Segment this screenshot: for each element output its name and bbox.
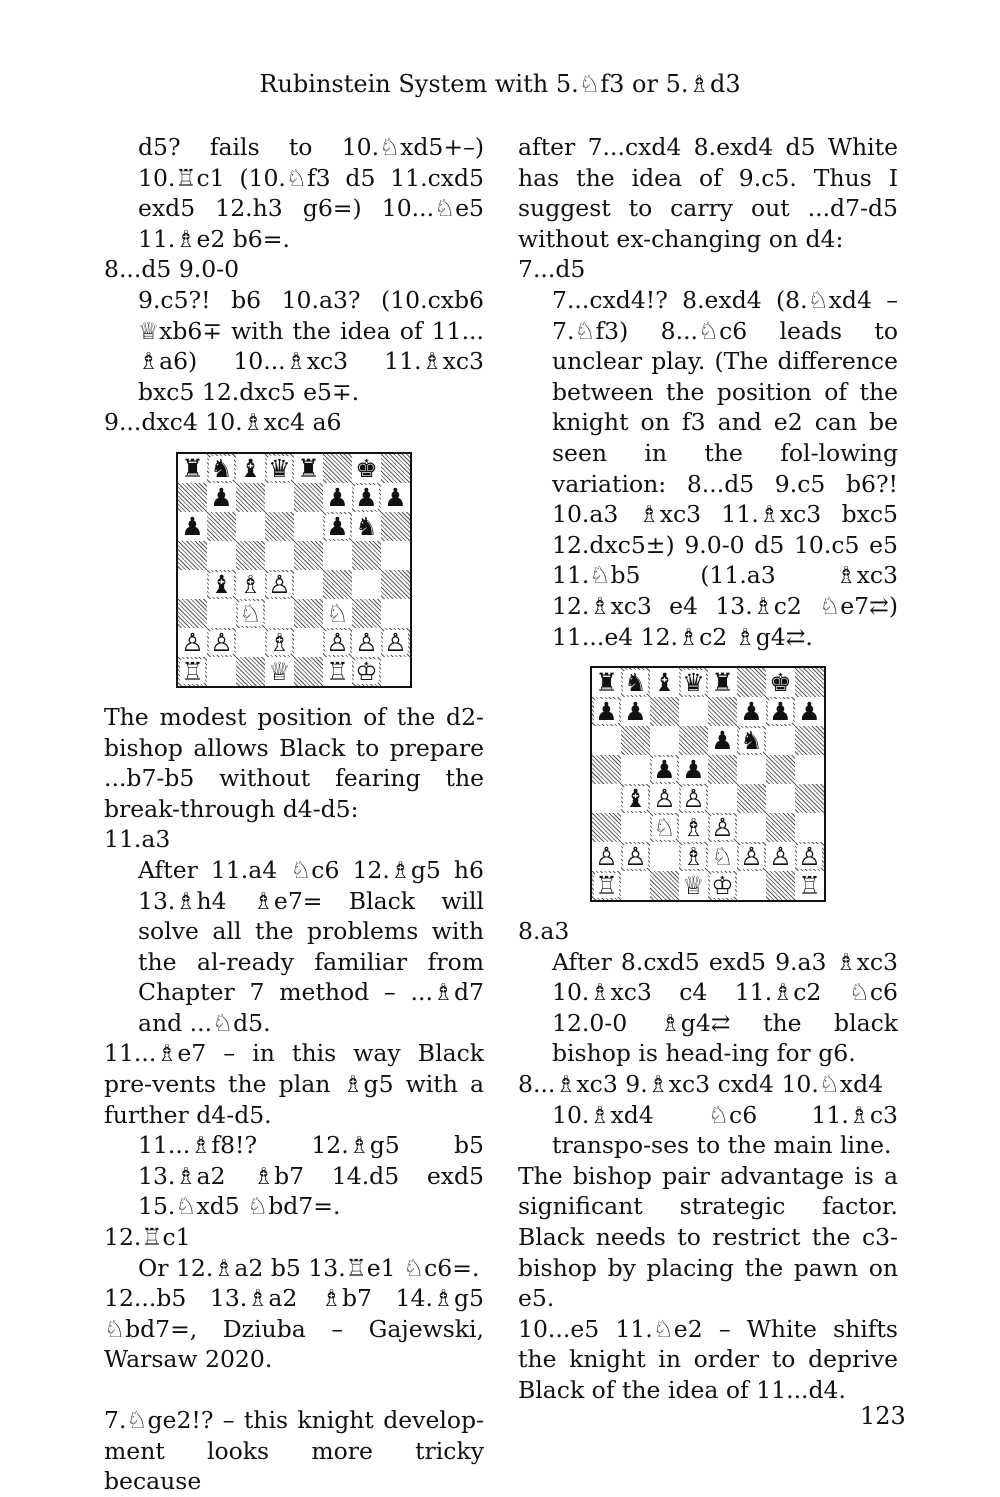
- chess-piece: ♟: [624, 697, 647, 727]
- board-square: [236, 454, 265, 483]
- board-square: [795, 842, 824, 871]
- board-square: [381, 599, 410, 628]
- chess-piece: ♙: [769, 842, 792, 872]
- board-square: [381, 628, 410, 657]
- board-square: [592, 755, 621, 784]
- board-square: [766, 842, 795, 871]
- move-paragraph: 8...♗xc3 9.♗xc3 cxd4 10.♘xd4: [518, 1070, 884, 1099]
- variation-paragraph: 9.c5?! b6 10.a3? (10.cxb6 ♕xb6∓ with the idea of 11... ♗a6) 10...♗xc3 11.♗xc3 bxc5 12.dxc5 e5∓.: [138, 285, 484, 406]
- chess-piece: ♚: [769, 668, 792, 698]
- board-square: [294, 512, 323, 541]
- board-square: [352, 483, 381, 512]
- board-square: [265, 570, 294, 599]
- board-square: [766, 668, 795, 697]
- board-square: [737, 697, 766, 726]
- board-square: [737, 813, 766, 842]
- chess-piece: ♟: [326, 511, 349, 541]
- chess-piece: ♔: [711, 871, 734, 901]
- board-square: [621, 842, 650, 871]
- board-square: [265, 657, 294, 686]
- board-square: [352, 570, 381, 599]
- chess-piece: ♝: [653, 668, 676, 698]
- board-square: [621, 726, 650, 755]
- board-square: [795, 668, 824, 697]
- board-square: [795, 813, 824, 842]
- board-square: [352, 599, 381, 628]
- board-square: [679, 726, 708, 755]
- board-square: [294, 628, 323, 657]
- variation-paragraph: d5? fails to 10.♘xd5+–) 10.♖c1 (10.♘f3 d5 11.cxd5 exd5 12.h3 g6=) 10...♘e5 11.♗e2 b6=.: [138, 133, 484, 253]
- board-square: [650, 842, 679, 871]
- board-square: [592, 842, 621, 871]
- board-square: [650, 697, 679, 726]
- board-square: [265, 541, 294, 570]
- board-square: [679, 755, 708, 784]
- chess-piece: ♖: [326, 656, 349, 686]
- board-square: [294, 570, 323, 599]
- board-square: [592, 668, 621, 697]
- board-square: [294, 454, 323, 483]
- move-paragraph: 10...e5 11.♘e2 – White shifts the knight in order to deprive Black of the idea of 11...d4.: [518, 1314, 898, 1404]
- board-square: [178, 483, 207, 512]
- chess-piece: ♝: [624, 784, 647, 814]
- chess-piece: ♙: [181, 627, 204, 657]
- board-square: [650, 871, 679, 900]
- board-square: [352, 657, 381, 686]
- chess-piece: ♙: [624, 842, 647, 872]
- chess-piece: ♘: [653, 813, 676, 843]
- board-square: [679, 697, 708, 726]
- board-square: [737, 784, 766, 813]
- chess-piece: ♗: [682, 842, 705, 872]
- board-square: [236, 512, 265, 541]
- board-square: [381, 483, 410, 512]
- chess-piece: ♟: [653, 755, 676, 785]
- board-square: [650, 784, 679, 813]
- board-square: [265, 628, 294, 657]
- chess-piece: ♛: [268, 453, 291, 483]
- chess-piece: ♙: [384, 627, 407, 657]
- board-square: [621, 871, 650, 900]
- chess-piece: ♙: [268, 569, 291, 599]
- chess-board: [176, 452, 412, 688]
- board-square: [650, 726, 679, 755]
- board-square: [592, 813, 621, 842]
- board-square: [708, 784, 737, 813]
- board-square: [352, 512, 381, 541]
- board-square: [178, 599, 207, 628]
- chess-piece: ♕: [682, 871, 705, 901]
- chess-piece: ♝: [210, 569, 233, 599]
- chess-piece: ♟: [384, 482, 407, 512]
- chess-piece: ♜: [711, 668, 734, 698]
- board-square: [737, 755, 766, 784]
- chess-piece: ♞: [624, 668, 647, 698]
- move-paragraph: 12.♖c1: [104, 1223, 191, 1252]
- board-square: [236, 541, 265, 570]
- variation-paragraph: After 11.a4 ♘c6 12.♗g5 h6 13.♗h4 ♗e7= Black will solve all the problems with the al-ready familiar from Chapter 7 method – ...♗d7 and ...♘d5.: [138, 855, 484, 1037]
- board-square: [795, 784, 824, 813]
- chess-piece: ♖: [798, 871, 821, 901]
- move-paragraph: 7...d5: [518, 255, 586, 284]
- board-square: [679, 813, 708, 842]
- chess-piece: ♝: [239, 453, 262, 483]
- chess-piece: ♟: [740, 697, 763, 727]
- chess-piece: ♘: [326, 598, 349, 628]
- chess-piece: ♟: [711, 726, 734, 756]
- board-square: [381, 512, 410, 541]
- board-square: [236, 599, 265, 628]
- board-square: [708, 871, 737, 900]
- chess-piece: ♗: [239, 569, 262, 599]
- board-square: [236, 628, 265, 657]
- paragraph-spacer: [104, 1375, 484, 1405]
- board-square: [708, 726, 737, 755]
- board-square: [178, 657, 207, 686]
- chess-piece: ♜: [297, 453, 320, 483]
- board-square: [352, 454, 381, 483]
- chess-piece: ♕: [268, 656, 291, 686]
- board-square: [236, 657, 265, 686]
- board-square: [621, 784, 650, 813]
- page-number: 123: [860, 1402, 906, 1430]
- board-square: [178, 628, 207, 657]
- board-square: [795, 871, 824, 900]
- board-square: [766, 871, 795, 900]
- board-square: [708, 813, 737, 842]
- board-square: [381, 541, 410, 570]
- chess-piece: ♔: [355, 656, 378, 686]
- move-paragraph: 8.a3: [518, 917, 570, 946]
- chess-piece: ♜: [595, 668, 618, 698]
- board-square: [737, 668, 766, 697]
- board-square: [236, 570, 265, 599]
- board-square: [207, 628, 236, 657]
- board-square: [592, 871, 621, 900]
- board-square: [795, 726, 824, 755]
- move-paragraph: 8...d5 9.0-0: [104, 255, 240, 284]
- variation-paragraph: 10.♗xd4 ♘c6 11.♗c3 transpo-ses to the main line.: [552, 1100, 898, 1160]
- chess-piece: ♗: [682, 813, 705, 843]
- chess-board: [590, 666, 826, 902]
- chess-piece: ♞: [355, 511, 378, 541]
- running-header: Rubinstein System with 5.♘f3 or 5.♗d3: [259, 70, 741, 98]
- board-square: [679, 871, 708, 900]
- board-square: [207, 599, 236, 628]
- board-square: [708, 697, 737, 726]
- board-square: [294, 599, 323, 628]
- board-square: [236, 483, 265, 512]
- board-square: [323, 570, 352, 599]
- chess-diagram: [104, 452, 484, 688]
- board-square: [323, 599, 352, 628]
- board-square: [323, 454, 352, 483]
- chess-piece: ♗: [268, 627, 291, 657]
- board-square: [621, 813, 650, 842]
- board-square: [178, 512, 207, 541]
- board-square: [178, 570, 207, 599]
- right-column: [518, 132, 898, 1406]
- board-square: [766, 697, 795, 726]
- board-square: [621, 697, 650, 726]
- chess-piece: ♟: [595, 697, 618, 727]
- move-paragraph: 7.♘ge2!? – this knight develop-ment looks more tricky because: [104, 1406, 484, 1496]
- move-paragraph: 12...b5 13.♗a2 ♗b7 14.♗g5 ♘bd7=, Dziuba – Gajewski, Warsaw 2020.: [104, 1284, 484, 1374]
- board-square: [294, 483, 323, 512]
- board-square: [178, 454, 207, 483]
- board-square: [592, 697, 621, 726]
- move-paragraph: after 7...cxd4 8.exd4 d5 White has the idea of 9.c5. Thus I suggest to carry out ...d7-d5 without ex-changing on d4:: [518, 133, 898, 253]
- chess-piece: ♖: [595, 871, 618, 901]
- move-paragraph: The modest position of the d2-bishop allows Black to prepare ...b7-b5 without fearing the break-through d4-d5:: [104, 702, 484, 823]
- board-square: [679, 842, 708, 871]
- variation-paragraph: 11...♗f8!? 12.♗g5 b5 13.♗a2 ♗b7 14.d5 exd5 15.♘xd5 ♘bd7=.: [138, 1131, 484, 1221]
- board-square: [679, 784, 708, 813]
- board-square: [323, 628, 352, 657]
- board-square: [737, 726, 766, 755]
- move-paragraph: 9...dxc4 10.♗xc4 a6: [104, 408, 342, 437]
- board-square: [621, 755, 650, 784]
- board-square: [381, 657, 410, 686]
- chess-piece: ♙: [355, 627, 378, 657]
- chess-diagram: [518, 666, 898, 902]
- board-square: [708, 755, 737, 784]
- board-square: [352, 628, 381, 657]
- board-square: [323, 657, 352, 686]
- board-square: [650, 813, 679, 842]
- board-square: [294, 657, 323, 686]
- chess-piece: ♚: [355, 453, 378, 483]
- move-paragraph: 11...♗e7 – in this way Black pre-vents the plan ♗g5 with a further d4-d5.: [104, 1039, 484, 1129]
- board-square: [766, 726, 795, 755]
- board-square: [323, 512, 352, 541]
- chess-piece: ♛: [682, 668, 705, 698]
- chess-piece: ♟: [682, 755, 705, 785]
- chess-piece: ♙: [210, 627, 233, 657]
- board-square: [621, 668, 650, 697]
- board-square: [294, 541, 323, 570]
- board-square: [708, 842, 737, 871]
- board-square: [352, 541, 381, 570]
- chess-piece: ♙: [595, 842, 618, 872]
- board-square: [178, 541, 207, 570]
- chess-piece: ♘: [239, 598, 262, 628]
- board-square: [207, 512, 236, 541]
- board-square: [207, 570, 236, 599]
- board-square: [381, 454, 410, 483]
- board-square: [650, 668, 679, 697]
- chess-piece: ♟: [326, 482, 349, 512]
- chess-piece: ♟: [181, 511, 204, 541]
- chess-piece: ♖: [181, 656, 204, 686]
- board-square: [737, 871, 766, 900]
- board-square: [795, 697, 824, 726]
- board-square: [650, 755, 679, 784]
- chess-piece: ♞: [210, 453, 233, 483]
- variation-paragraph: After 8.cxd5 exd5 9.a3 ♗xc3 10.♗xc3 c4 11.♗c2 ♘c6 12.0-0 ♗g4⇄ the black bishop is head-ing for g6.: [552, 947, 898, 1068]
- chess-piece: ♜: [181, 453, 204, 483]
- chess-piece: ♙: [740, 842, 763, 872]
- board-square: [592, 726, 621, 755]
- chess-piece: ♙: [653, 784, 676, 814]
- board-square: [323, 483, 352, 512]
- board-square: [766, 813, 795, 842]
- board-square: [592, 784, 621, 813]
- board-square: [381, 570, 410, 599]
- left-column: [104, 132, 484, 1497]
- chess-piece: ♙: [798, 842, 821, 872]
- chess-piece: ♟: [210, 482, 233, 512]
- board-square: [265, 483, 294, 512]
- board-square: [207, 657, 236, 686]
- board-square: [207, 454, 236, 483]
- board-square: [265, 512, 294, 541]
- chess-piece: ♘: [711, 842, 734, 872]
- board-square: [708, 668, 737, 697]
- board-square: [766, 784, 795, 813]
- board-square: [737, 842, 766, 871]
- board-square: [323, 541, 352, 570]
- move-paragraph: 11.a3: [104, 825, 171, 854]
- variation-paragraph: 7...cxd4!? 8.exd4 (8.♘xd4 – 7.♘f3) 8...♘c6 leads to unclear play. (The difference between the position of the knight on f3 and e2 can be seen in the fol-lowing variation: 8...d5 9.c5 b6?! 10.a3 ♗xc3 11.♗xc3 bxc5 12.dxc5±) 9.0-0 d5 10.c5 e5 11.♘b5 (11.a3 ♗xc3 12.♗xc3 e4 13.♗c2 ♘e7⇄) 11...e4 12.♗c2 ♗g4⇄.: [552, 285, 898, 651]
- chess-piece: ♙: [682, 784, 705, 814]
- board-square: [265, 454, 294, 483]
- board-square: [265, 599, 294, 628]
- chess-piece: ♙: [326, 627, 349, 657]
- move-paragraph: The bishop pair advantage is a significant strategic factor. Black needs to restrict the c3-bishop by placing the pawn on e5.: [518, 1161, 898, 1313]
- board-square: [795, 755, 824, 784]
- chess-piece: ♟: [355, 482, 378, 512]
- variation-paragraph: Or 12.♗a2 b5 13.♖e1 ♘c6=.: [138, 1253, 480, 1282]
- board-square: [207, 541, 236, 570]
- chess-piece: ♟: [798, 697, 821, 727]
- chess-piece: ♟: [769, 697, 792, 727]
- board-square: [766, 755, 795, 784]
- chess-piece: ♙: [711, 813, 734, 843]
- board-square: [679, 668, 708, 697]
- chess-piece: ♞: [740, 726, 763, 756]
- board-square: [207, 483, 236, 512]
